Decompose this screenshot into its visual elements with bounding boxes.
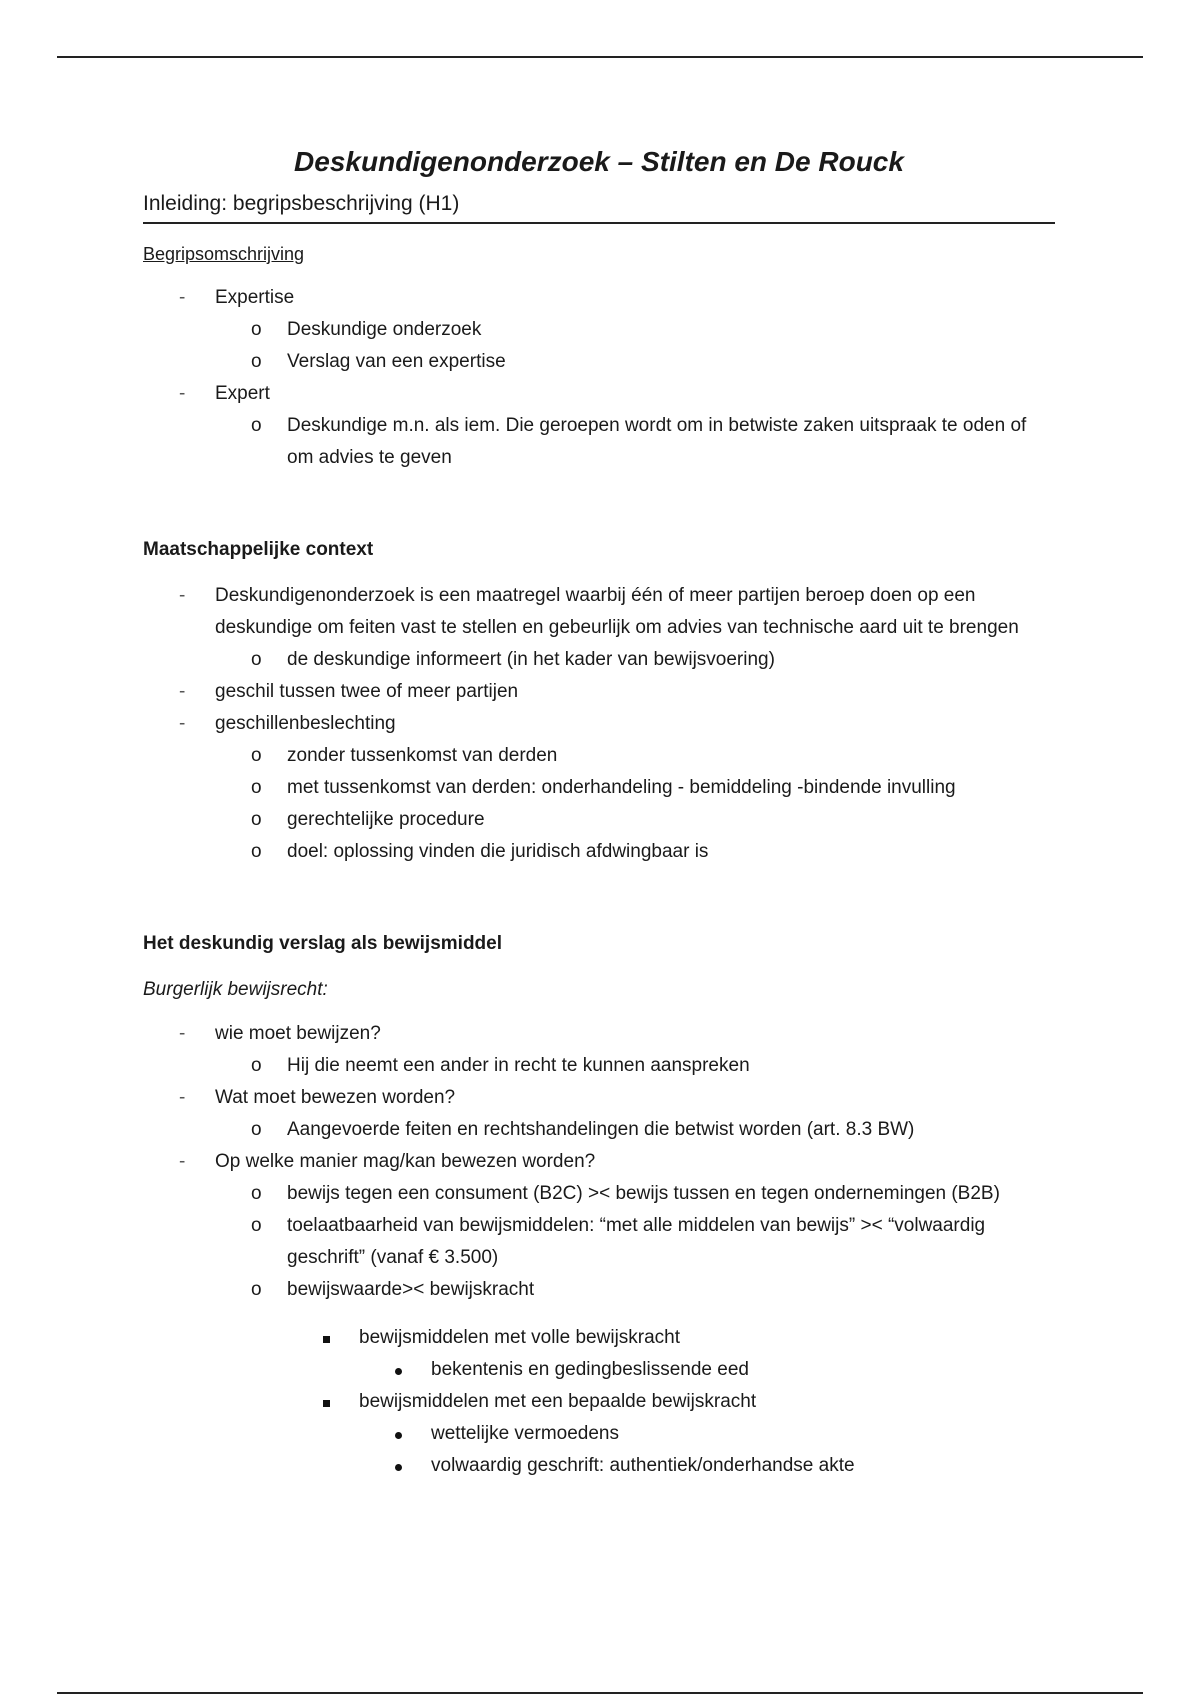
circle-bullet: o [251, 841, 262, 862]
document-title: Deskundigenonderzoek – Stilten en De Rouck [294, 146, 904, 177]
list-item: - Wat moet bewezen worden? [143, 1082, 1055, 1114]
dash-bullet: - [179, 1023, 186, 1044]
list-item: o doel: oplossing vinden die juridisch afdwingbaar is [143, 836, 1055, 868]
list-item: o bewijswaarde>< bewijskracht [143, 1274, 1055, 1306]
circle-bullet: o [251, 777, 262, 798]
section-begripsomschrijving-title: Begripsomschrijving [143, 244, 305, 264]
list-item: o Hij die neemt een ander in recht te kunnen aanspreken [143, 1050, 1055, 1082]
list-item: o met tussenkomst van derden: onderhandeling - bemiddeling -bindende invulling [143, 772, 1055, 804]
list-item: o bewijs tegen een consument (B2C) >< bewijs tussen en tegen ondernemingen (B2B) [143, 1178, 1055, 1210]
circle-bullet: o [251, 809, 262, 830]
dot-bullet [395, 1354, 402, 1386]
list-item: - Op welke manier mag/kan bewezen worden? [143, 1146, 1055, 1178]
list-item: - Expertise [143, 282, 1055, 314]
dash-bullet: - [179, 287, 186, 308]
dash-bullet: - [179, 713, 186, 734]
list-item: o zonder tussenkomst van derden [143, 740, 1055, 772]
header-rule [57, 56, 1143, 58]
footer-rule [57, 1692, 1143, 1694]
heading-1: Inleiding: begripsbeschrijving (H1) [143, 188, 1055, 224]
begrips-sublist [143, 314, 1055, 378]
dash-bullet: - [179, 1087, 186, 1108]
dot-bullet [395, 1418, 402, 1450]
begrips-list [143, 282, 1055, 314]
circle-bullet: o [251, 1183, 262, 1204]
circle-bullet: o [251, 415, 262, 436]
section-verslag-title: Het deskundig verslag als bewijsmiddel [143, 933, 503, 954]
circle-bullet: o [251, 319, 262, 340]
list-item: o de deskundige informeert (in het kader van bewijsvoering) [143, 644, 1055, 676]
circle-bullet: o [251, 1055, 262, 1076]
dash-bullet: - [179, 681, 186, 702]
list-item: - geschil tussen twee of meer partijen [143, 676, 1055, 708]
list-item: o Deskundige m.n. als iem. Die geroepen wordt om in betwiste zaken uitspraak te oden of om advies te geven [143, 410, 1055, 474]
circle-bullet: o [251, 1119, 262, 1140]
list-item: - wie moet bewijzen? [143, 1018, 1055, 1050]
circle-bullet: o [251, 649, 262, 670]
circle-bullet: o [251, 745, 262, 766]
dash-bullet: - [179, 585, 186, 606]
list-item: o toelaatbaarheid van bewijsmiddelen: “met alle middelen van bewijs” >< “volwaardig geschrift” (vanaf € 3.500) [143, 1210, 1055, 1274]
dot-bullet [395, 1450, 402, 1482]
list-item: wettelijke vermoedens [143, 1418, 1055, 1450]
list-item: o gerechtelijke procedure [143, 804, 1055, 836]
circle-bullet: o [251, 1215, 262, 1236]
square-bullet [323, 1386, 330, 1418]
list-item: - Deskundigenonderzoek is een maatregel waarbij één of meer partijen beroep doen op een deskundige om feiten vast te stellen en gebeurlijk om advies van technische aard uit te brengen [143, 580, 1055, 644]
list-item: volwaardig geschrift: authentiek/onderhandse akte [143, 1450, 1055, 1482]
dash-bullet: - [179, 1151, 186, 1172]
square-bullet [323, 1322, 330, 1354]
list-item: o Verslag van een expertise [143, 346, 1055, 378]
circle-bullet: o [251, 351, 262, 372]
document-body [143, 140, 1055, 1482]
circle-bullet: o [251, 1279, 262, 1300]
list-item: - geschillenbeslechting [143, 708, 1055, 740]
list-item: o Deskundige onderzoek [143, 314, 1055, 346]
list-item: - Expert [143, 378, 1055, 410]
list-item: o Aangevoerde feiten en rechtshandelingen die betwist worden (art. 8.3 BW) [143, 1114, 1055, 1146]
list-item: bewijsmiddelen met een bepaalde bewijskracht [143, 1386, 1055, 1418]
list-item: bekentenis en gedingbeslissende eed [143, 1354, 1055, 1386]
dash-bullet: - [179, 383, 186, 404]
section-maatschappelijke-context-title: Maatschappelijke context [143, 539, 374, 560]
section-verslag-subtitle: Burgerlijk bewijsrecht: [143, 979, 328, 1000]
list-item: bewijsmiddelen met volle bewijskracht [143, 1322, 1055, 1354]
